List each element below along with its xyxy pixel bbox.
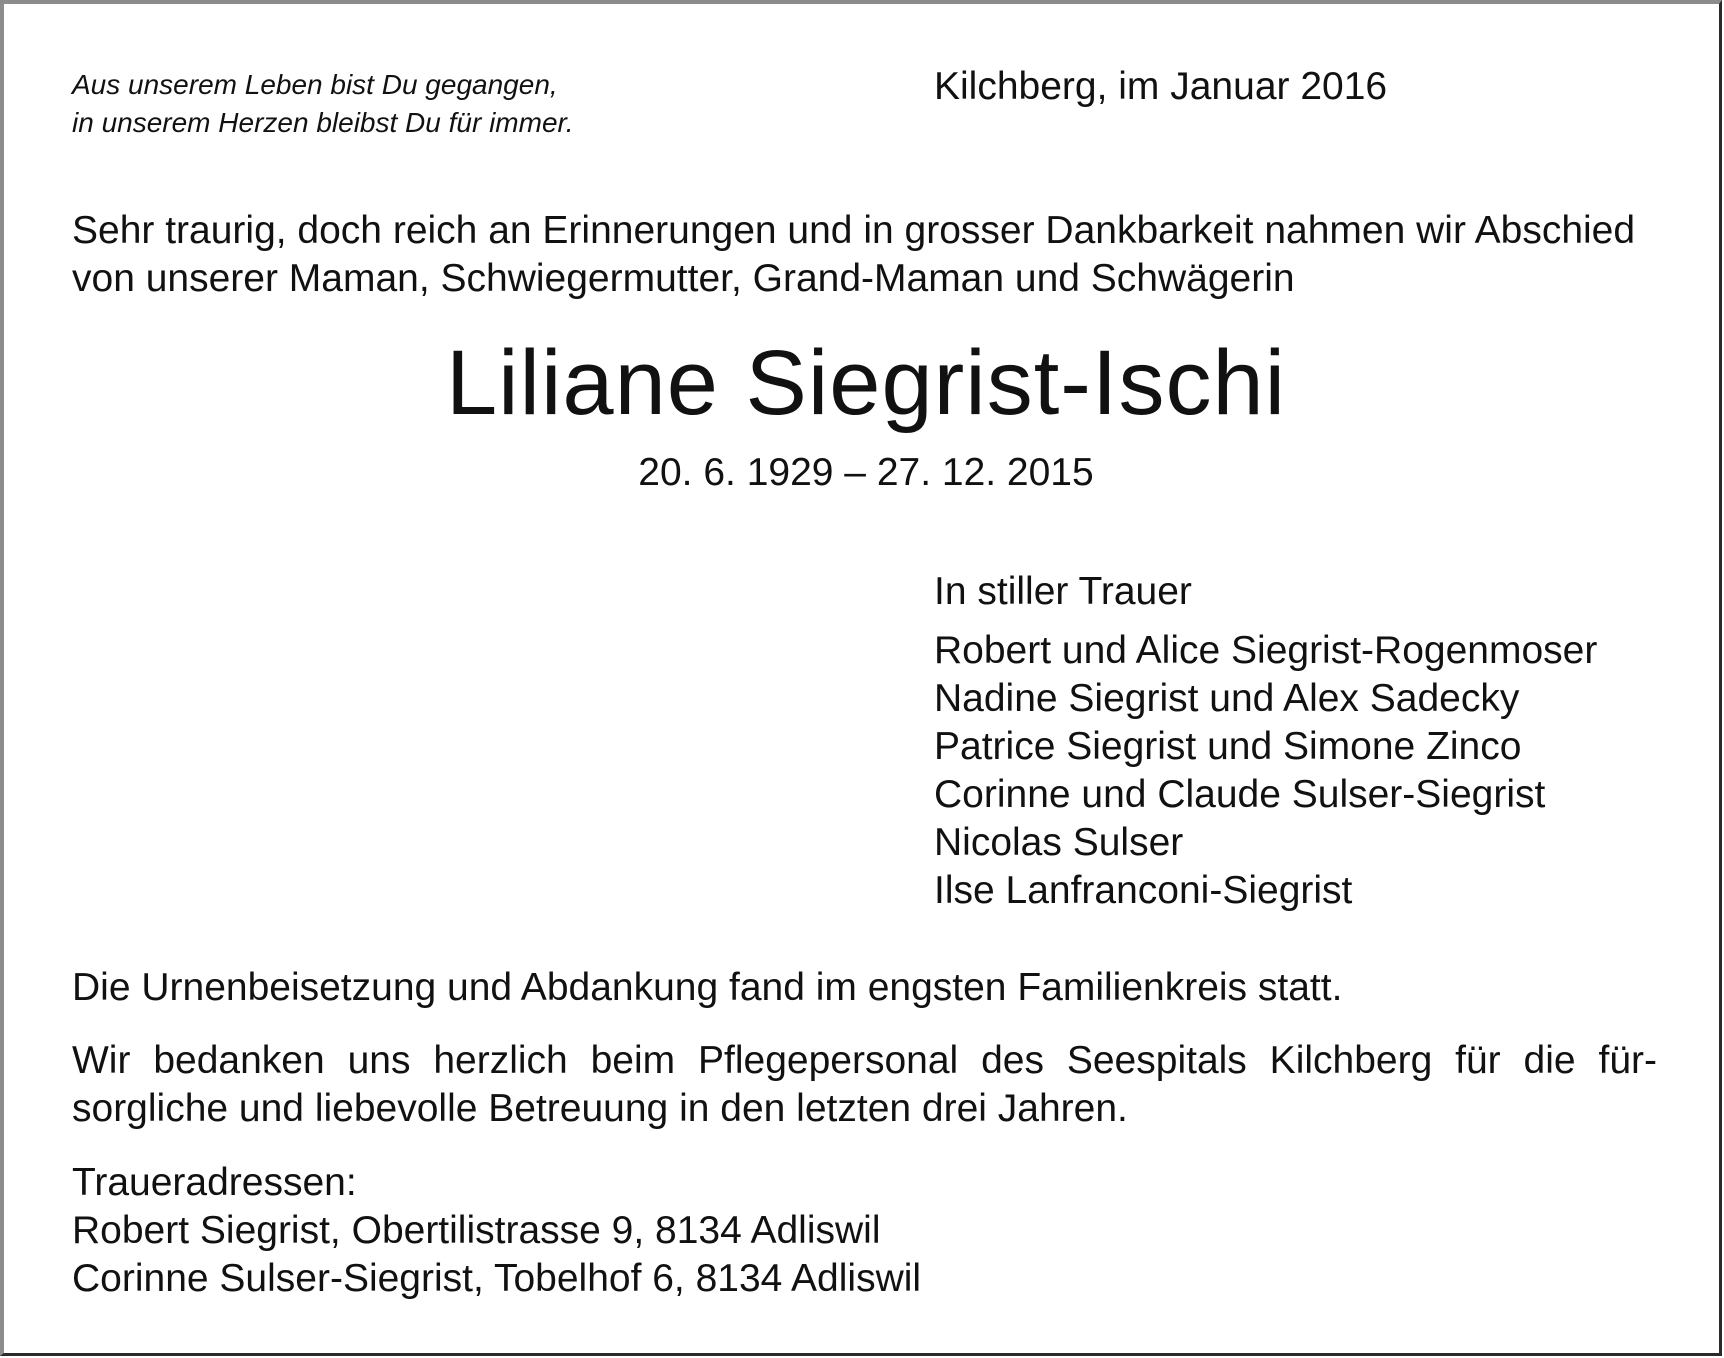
mourner-name: Robert und Alice Siegrist-Rogenmoser [934, 629, 1598, 672]
motto-line: in unserem Herzen bleibst Du für immer. [72, 107, 574, 138]
motto-line: Aus unserem Leben bist Du gegangen, [72, 69, 558, 100]
thanks-paragraph [72, 1037, 1657, 1133]
intro-line: Sehr traurig, doch reich an Erinnerungen und in grosser Dankbarkeit nahmen wir Abschied [72, 209, 1636, 252]
intro-line: von unserer Maman, Schwiegermutter, Grand-Maman und Schwägerin [72, 257, 1295, 300]
mourner-name: Ilse Lanfranconi-Siegrist [934, 869, 1353, 912]
mourner-name: Nicolas Sulser [934, 821, 1184, 864]
mourner-name: Corinne und Claude Sulser-Siegrist [934, 773, 1546, 816]
address-line: Robert Siegrist, Obertilistrasse 9, 8134 Adliswil [72, 1209, 881, 1252]
mourner-name: Nadine Siegrist und Alex Sadecky [934, 677, 1520, 720]
deceased-name: Liliane Siegrist-Ischi [445, 332, 1287, 434]
thanks-line: Wir bedanken uns herzlich beim Pflegepersonal des Seespitals Kilchberg für die für- [72, 1039, 1657, 1082]
addresses-heading: Traueradressen: [72, 1161, 357, 1204]
address-line: Corinne Sulser-Siegrist, Tobelhof 6, 8134 Adliswil [72, 1257, 922, 1300]
motto [72, 66, 574, 142]
thanks-line: sorgliche und liebevolle Betreuung in den letzten drei Jahren. [72, 1087, 1128, 1130]
mourners-block [934, 569, 1597, 915]
life-dates: 20. 6. 1929 – 27. 12. 2015 [638, 451, 1094, 494]
intro-text [72, 207, 1662, 303]
place-and-date: Kilchberg, im Januar 2016 [934, 65, 1388, 108]
ceremony-notice: Die Urnenbeisetzung und Abdankung fand im engsten Familienkreis statt. [72, 966, 1343, 1009]
mourner-name: Patrice Siegrist und Simone Zinco [934, 725, 1522, 768]
mourners-heading: In stiller Trauer [934, 570, 1192, 613]
mourning-addresses [72, 1159, 921, 1303]
